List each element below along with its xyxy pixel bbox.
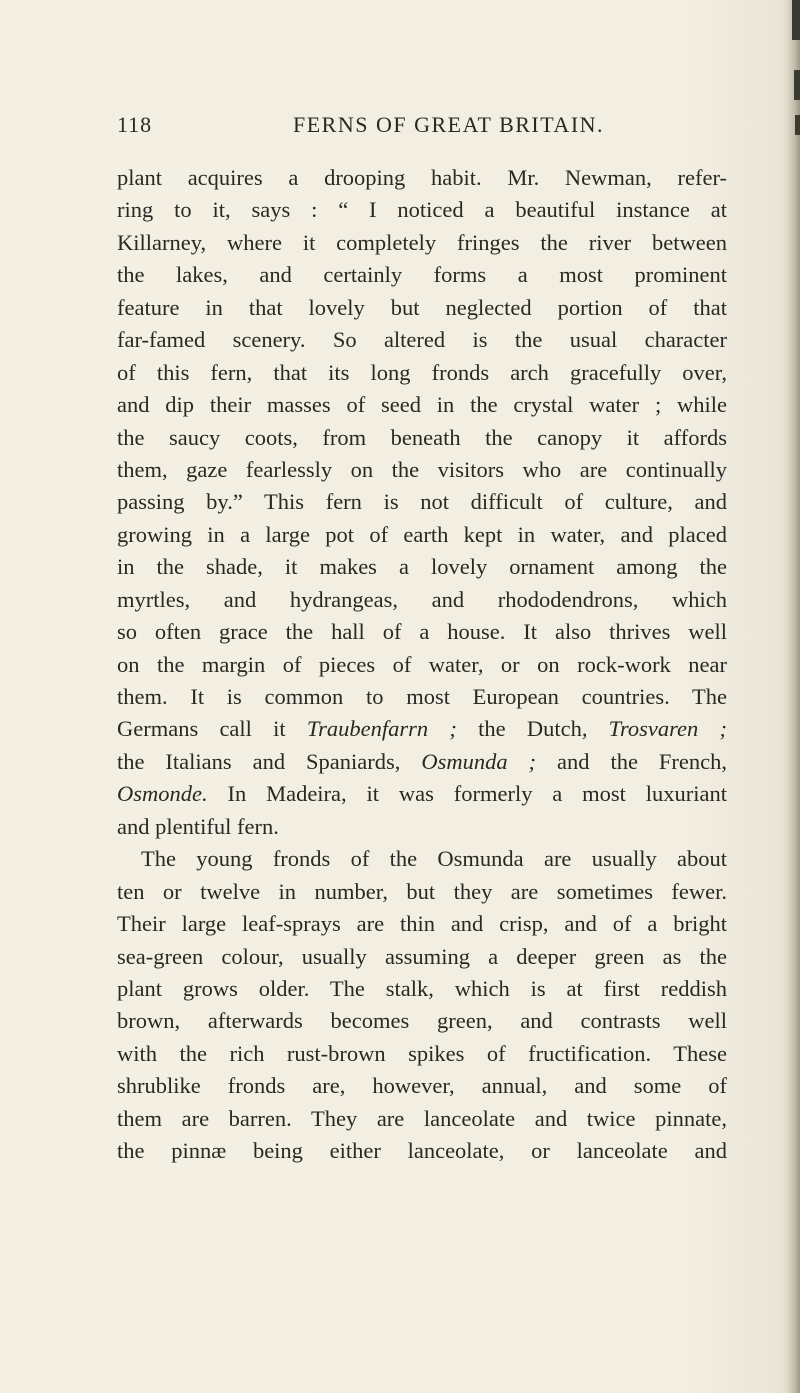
- text-line: ring to it, says : “ I noticed a beautiful instance at: [117, 197, 727, 223]
- text-line: them, gaze fearlessly on the visitors who are continually: [117, 456, 727, 482]
- text-line: [117, 778, 727, 810]
- italic-term: Trosvaren ;: [608, 716, 727, 742]
- running-title: FERNS OF GREAT BRITAIN.: [293, 112, 605, 137]
- text-line: Killarney, where it completely fringes the river between: [117, 229, 727, 255]
- text-line: feature in that lovely but neglected portion of that: [117, 294, 727, 320]
- text-line: plant acquires a drooping habit. Mr. Newman, refer-: [117, 165, 727, 190]
- text-line: myrtles, and hydrangeas, and rhododendrons, which: [117, 586, 727, 612]
- text-line: brown, afterwards becomes green, and contrasts well: [117, 1008, 727, 1034]
- text-line: so often grace the hall of a house. It also thrives well: [117, 619, 727, 645]
- line-text: In Madeira, it was formerly a most luxuriant: [207, 781, 727, 807]
- text-line: passing by.” This fern is not difficult of culture, and: [117, 489, 727, 515]
- page-number: 118: [117, 112, 153, 137]
- text-line: the pinnæ being either lanceolate, or lanceolate and: [117, 1138, 727, 1164]
- text-line: the saucy coots, from beneath the canopy it affords: [117, 424, 727, 450]
- text-line: them. It is common to most European countries. The: [117, 684, 727, 709]
- text-line: [117, 713, 727, 745]
- page-edge-mark: [795, 115, 800, 135]
- paragraph-start-line: The young fronds of the Osmunda are usually about: [141, 846, 727, 872]
- text-line: with the rich rust-brown spikes of fructification. These: [117, 1040, 727, 1066]
- text-line: far-famed scenery. So altered is the usual character: [117, 327, 727, 353]
- line-text: the Italians and Spaniards,: [117, 748, 422, 774]
- text-line: on the margin of pieces of water, or on rock-work near: [117, 651, 727, 677]
- text-line: [117, 746, 727, 778]
- text-line: them are barren. They are lanceolate and twice pinnate,: [117, 1105, 727, 1131]
- italic-term: Traubenfarrn ;: [306, 716, 457, 742]
- page-edge-mark: [792, 0, 800, 40]
- text-line: Their large leaf-sprays are thin and crisp, and of a bright: [117, 911, 727, 937]
- text-line: ten or twelve in number, but they are sometimes fewer.: [117, 878, 727, 904]
- italic-term: Osmonde.: [117, 781, 208, 807]
- text-line: the lakes, and certainly forms a most prominent: [117, 262, 727, 288]
- paragraph-end-line: and plentiful fern.: [117, 813, 279, 839]
- text-line: and dip their masses of seed in the crystal water ; while: [117, 392, 727, 418]
- body-text: [117, 162, 727, 1168]
- text-line: sea-green colour, usually assuming a deeper green as the: [117, 943, 727, 969]
- italic-term: Osmunda ;: [421, 748, 537, 774]
- page-edge-shadow: [786, 0, 800, 1393]
- page-edge-mark: [794, 70, 800, 100]
- text-line: plant grows older. The stalk, which is at first reddish: [117, 975, 727, 1001]
- running-head: [117, 112, 727, 142]
- text-line: growing in a large pot of earth kept in water, and placed: [117, 521, 727, 547]
- text-line: of this fern, that its long fronds arch gracefully over,: [117, 359, 727, 385]
- text-line: shrublike fronds are, however, annual, and some of: [117, 1073, 727, 1099]
- line-text: and the French,: [536, 748, 727, 774]
- line-text: the Dutch,: [456, 716, 609, 742]
- line-text: Germans call it: [117, 716, 307, 742]
- text-line: in the shade, it makes a lovely ornament among the: [117, 554, 727, 580]
